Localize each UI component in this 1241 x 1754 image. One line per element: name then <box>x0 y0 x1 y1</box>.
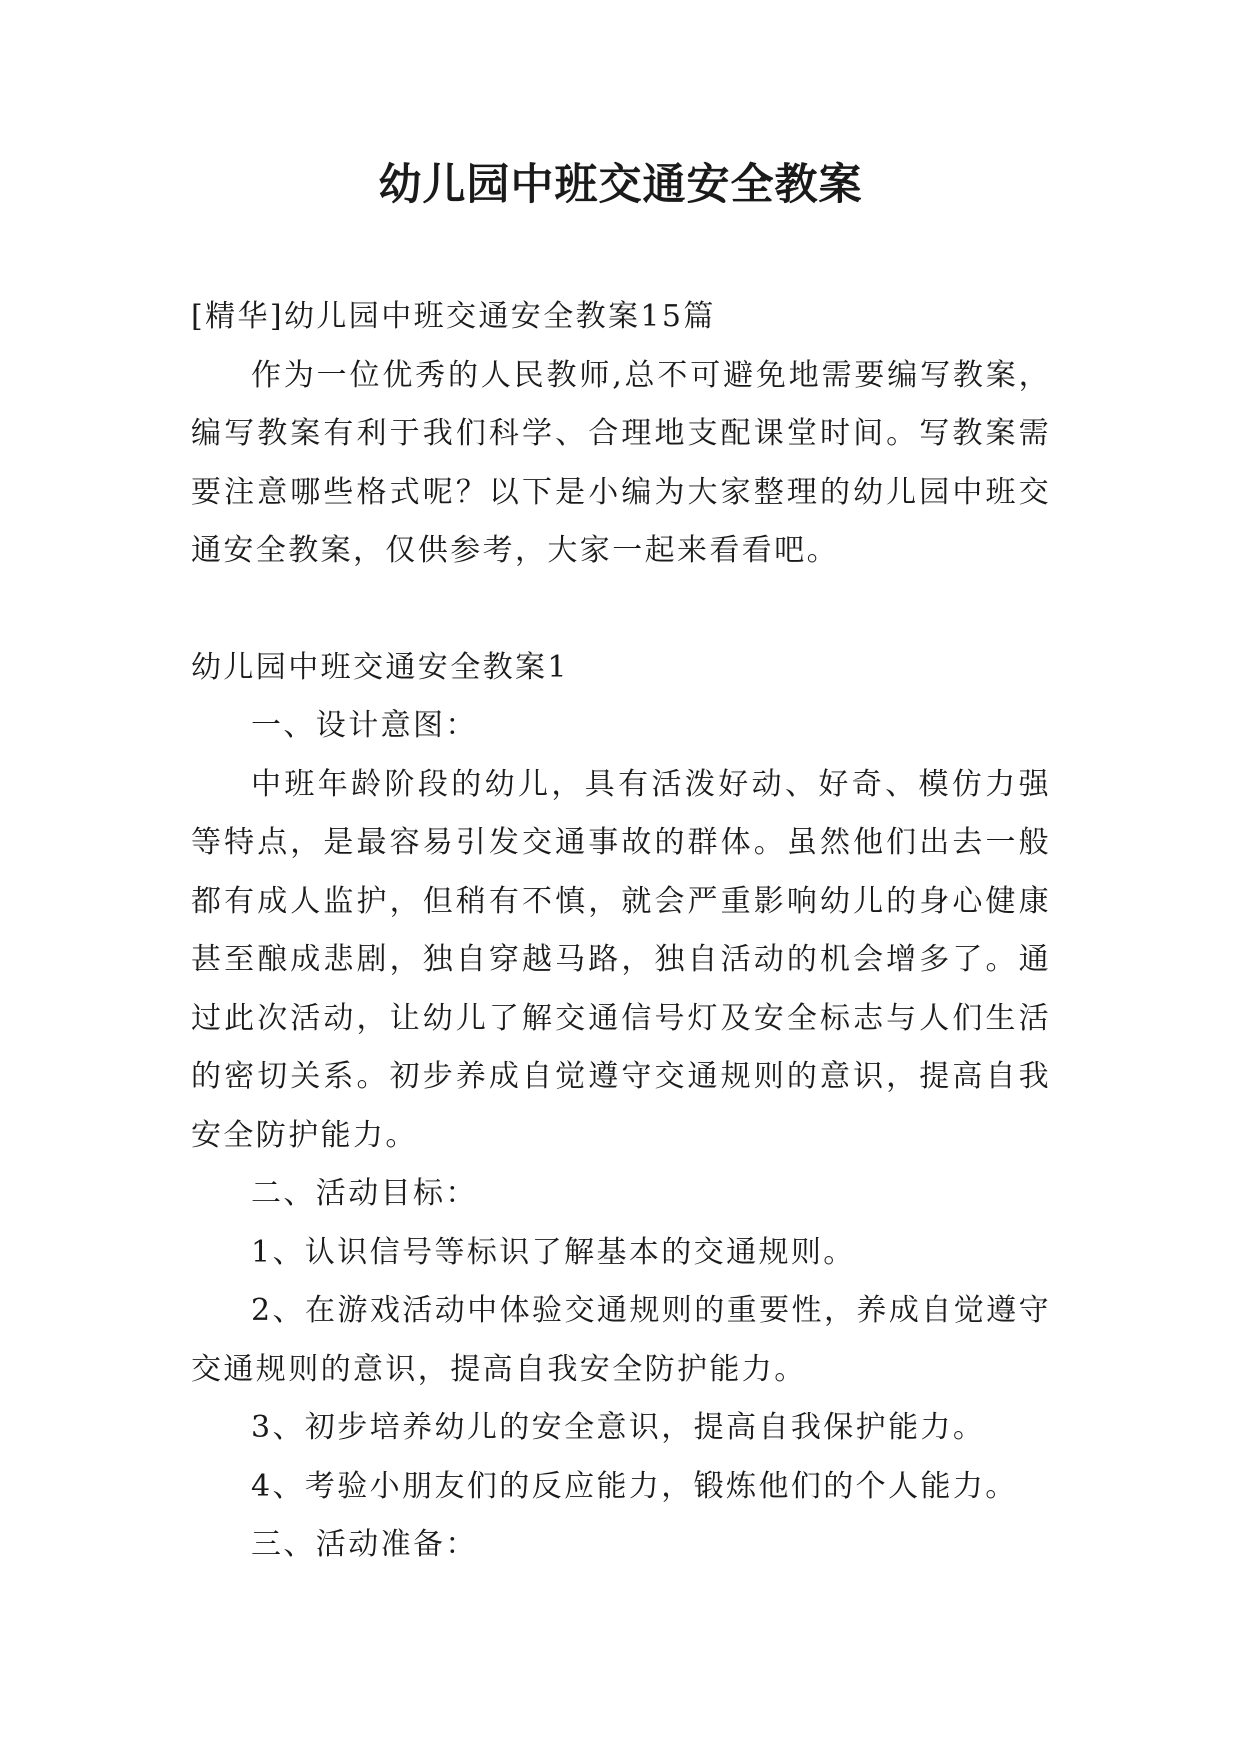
intro-paragraph: 作为一位优秀的人民教师,总不可避免地需要编写教案，编写教案有利于我们科学、合理地支配课堂时间。写教案需要注意哪些格式呢？以下是小编为大家整理的幼儿园中班交通安全教案，仅供参考，大家一起来看看吧。 <box>191 357 1051 568</box>
design-heading: 一、设计意图： <box>251 708 478 743</box>
section-heading: 幼儿园中班交通安全教案1 <box>191 649 569 685</box>
paragraph-gap <box>191 581 1051 639</box>
document-body <box>191 288 1051 1575</box>
prep-heading: 三、活动准备： <box>251 1527 478 1562</box>
document-subtitle: [精华]幼儿园中班交通安全教案15篇 <box>191 299 716 334</box>
design-paragraph: 中班年龄阶段的幼儿，具有活泼好动、好奇、模仿力强等特点，是最容易引发交通事故的群体。虽然他们出去一般都有成人监护，但稍有不慎，就会严重影响幼儿的身心健康甚至酿成悲剧，独自穿越马路，独自活动的机会增多了。通过此次活动，让幼儿了解交通信号灯及安全标志与人们生活的密切关系。初步养成自觉遵守交通规则的意识，提高自我安全防护能力。 <box>191 766 1051 1153</box>
goal-item: 1、认识信号等标识了解基本的交通规则。 <box>251 1234 856 1270</box>
goals-heading: 二、活动目标： <box>251 1176 478 1211</box>
goal-item: 4、考验小朋友们的反应能力，锻炼他们的个人能力。 <box>251 1468 1018 1504</box>
goal-item: 2、在游戏活动中体验交通规则的重要性，养成自觉遵守交通规则的意识，提高自我安全防护能力。 <box>191 1293 1051 1387</box>
document-title: 幼儿园中班交通安全教案 <box>378 160 863 210</box>
goal-item: 3、初步培养幼儿的安全意识，提高自我保护能力。 <box>251 1410 986 1445</box>
